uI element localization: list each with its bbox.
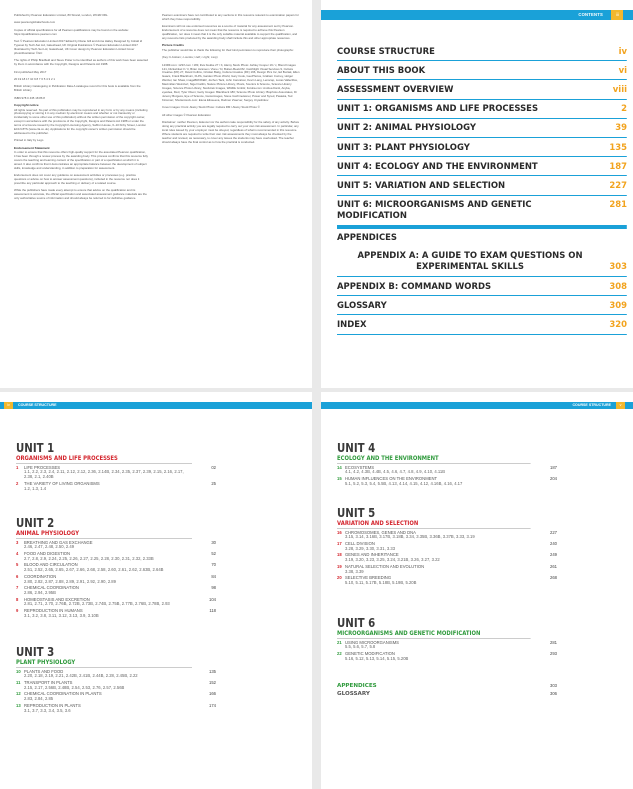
chapter-title: ECOSYSTEMS	[345, 464, 375, 470]
chapter-number: 7	[16, 585, 19, 591]
chapter-page: 30	[211, 539, 216, 545]
unit-heading: UNIT 1	[16, 441, 55, 455]
chapter-number: 3	[16, 539, 19, 545]
unit-subtitle: ECOLOGY AND THE ENVIRONMENT	[337, 455, 531, 464]
copyright-paragraph: The publisher would like to thank the following for their kind permission to reproduce their photographs:	[162, 47, 294, 52]
chapter-spec-refs: 3.1, 3.2, 3.8, 3.11, 3.12, 3.13, 3.9, 3.10B	[24, 612, 99, 618]
back-matter-title: APPENDICES	[337, 683, 377, 689]
copyright-paragraph: Pearson examiners have not contributed to any sections in this resource relevant to examination papers for which they have responsibility.	[162, 13, 299, 21]
chapter-number: 2	[16, 480, 19, 486]
chapter-spec-refs: 3.15, 3.14, 3.16B, 3.17B, 3.18B, 3.34, 3.35B, 3.36B, 3.37B, 3.33, 3.19	[345, 534, 475, 540]
toc-row	[337, 247, 627, 277]
chapter-title: USING MICROORGANISMS	[345, 639, 399, 645]
chapter-spec-refs: 2.81, 2.71, 2.70, 2.76B, 2.72B, 2.73B, 2.74B, 2.75B, 2.77B, 2.76B, 2.78B, 2.93	[24, 601, 170, 607]
copyright-paragraph: 20 19 18 17 10 9 8 7 6 5 4 3 2 1	[14, 76, 55, 81]
chapter-spec-refs: 5.1, 5.2, 5.3, 5.4, 5.5B, 4.13, 4.14, 4.15, 4.12, 4.16B, 4.16, 4.17	[345, 480, 463, 486]
toc-title: ABOUT THIS BOOK	[337, 64, 426, 76]
chapter-page: 02	[211, 464, 216, 470]
chapter-title: GENES AND INHERITANCE	[345, 552, 399, 558]
chapter-page: 174	[209, 702, 216, 708]
toc-title: UNIT 6: MICROORGANISMS AND GENETIC MODIFICATION	[337, 199, 532, 222]
toc-row	[337, 119, 627, 138]
chapter-number: 6	[16, 573, 19, 579]
chapter-spec-refs: 2.20, 2.18, 2.19, 2.21, 2.42B, 2.41B, 2.44B, 2.28, 2.45B, 2.22	[24, 673, 138, 679]
chapter-spec-refs: 3.38, 3.39	[345, 568, 364, 574]
copyright-paragraph: Text © Pearson Education Limited 2017 Edited by Diane Gill and Anna Hatley Designed by Cobalt id Typeset by Tech-Set Ltd, Gateshead, UK Original illustrations © Pearson Education Limited 2017 Illustrated by Tech-Set Ltd, Gateshead, UK Cover design by Pearson Education Limited Cover photo/illustration ©GC	[14, 39, 143, 55]
chapter-title: CHEMICAL COORDINATION	[24, 585, 79, 591]
toc-title: UNIT 3: PLANT PHYSIOLOGY	[337, 141, 470, 153]
copyright-paragraph: In order to ensure that this resource offers high-quality support for the associated Pearson qualification, it has been through a review process by the awarding body. This process confirms that this resource fully covers the teaching and learning content of the specification or part of a specification at which it is aimed. It also confirms that it demonstrates an appropriate balance between the development of subject skills, knowledge and understanding, in addition to preparation for assessment.	[14, 150, 148, 170]
toc-row	[337, 176, 627, 195]
chapter-entry	[16, 681, 216, 691]
chapter-title: FOOD AND DIGESTION	[24, 550, 71, 556]
course-structure-page-number: iv	[4, 402, 13, 409]
chapter-page: 268	[550, 575, 557, 581]
chapter-entry	[337, 553, 557, 563]
chapter-number: 21	[337, 639, 342, 645]
back-matter-page: 306	[550, 691, 557, 696]
copyright-paragraph: ISBN 978 0 435 18 86 8	[14, 95, 45, 100]
chapter-page: 118	[209, 607, 216, 613]
chapter-title: HUMAN INFLUENCES ON THE ENVIRONMENT	[345, 475, 438, 481]
copyright-paragraph: The rights of Philip Bradfield and Steve Potter to be identified as authors of this work have been asserted by them in accordance with the Copyright, Designs and Patents Act 1988.	[14, 58, 149, 67]
chapter-number: 17	[337, 540, 342, 546]
chapter-page: 98	[211, 585, 216, 591]
chapter-number: 10	[16, 668, 21, 674]
chapter-title: THE VARIETY OF LIVING ORGANISMS	[24, 480, 100, 486]
chapter-entry	[16, 552, 216, 562]
toc-row	[337, 196, 627, 226]
chapter-entry	[337, 542, 557, 552]
chapter-title: COORDINATION	[24, 573, 57, 579]
course-structure-page-right	[321, 392, 633, 789]
copyright-paragraph: All other images © Pearson Education	[162, 112, 211, 117]
chapter-number: 19	[337, 563, 342, 569]
chapter-title: PLANTS AND FOOD	[24, 668, 64, 674]
chapter-spec-refs: 4.1, 4.2, 4.3B, 4.4B, 4.5, 4.6, 4.7, 4.8, 4.9, 4.10, 4.11B	[345, 469, 446, 475]
toc-row	[337, 277, 627, 296]
course-structure-band	[0, 402, 312, 409]
toc-page: 308	[609, 280, 628, 292]
chapter-page: 70	[211, 562, 216, 568]
chapter-title: CHROMOSOMES, GENES AND DNA	[345, 529, 416, 535]
chapter-page: 227	[550, 529, 557, 535]
copyright-paragraph: Copies of official specifications for all Pearson qualifications may be found on the website: https://qualifications.pearson.com	[14, 27, 129, 36]
toc-row	[337, 296, 627, 315]
toc-row	[337, 42, 627, 61]
contents-header-band	[321, 10, 633, 20]
unit-subtitle: VARIATION AND SELECTION	[337, 520, 531, 529]
copyright-heading: Picture Credits	[162, 43, 185, 48]
table-of-contents	[337, 42, 627, 335]
toc-page: 2	[621, 103, 628, 115]
chapter-title: GENETIC MODIFICATION	[345, 650, 395, 656]
chapter-entry	[16, 541, 216, 551]
chapter-page: 249	[550, 552, 557, 558]
chapter-page: 166	[209, 691, 216, 697]
toc-page: 39	[615, 122, 628, 134]
copyright-right-column	[162, 14, 300, 148]
chapter-number: 20	[337, 575, 342, 581]
toc-page: 303	[609, 261, 628, 273]
copyright-paragraph: 123RF.com: 123rf.com / 183, lilva brekke 27 / b; Alamy Stock Photo: Ashley Cooper 19 / c, Blend Images 121, blickwinkel 3 / tr, Brian Jannsen / Zone / bl, Buiten-Beeld 82, Catchlight Visual Services 9, Cultura Creative (RF) 27, David Collins, Cristian Baitg, Cultura Creative (RF) 196, Design Pics Inc, Ed Buziak, Ellen Isaacs, Frank Blackburn, FLPA, Garden Photo World, Gary Cook, GeoPhotos, Graham Corney, Holger Weitzel, Ian Shaw, imageBROKER, Jochen Tack, John Cancalosi, Kevin Lang, Lenscap, Lucas Vallecillos, Maximilian Weinzierl, Nigel Cattlin, Nature Picture Library, Pixels, Scenics & Science, Science History Images, Science Photo Library, Stocktrek Images, Wildlife GmbH; Fotolia.com: Andrea Danti, Anyka, eyeidea, Kletr, Tyler Olson; Getty Images: Blackbeck 180; Science Photo Library: Biophoto Associates, Dr Jeremy Burgess, Eye of Science, Gustoimages, Steve Gschmeissner, Power and Syred, Pasieka, Ted Kinsman; Shutterstock.com: Elena Elisseeva, Rudmer Zwerver, Sergey Uryadnikov.	[162, 62, 300, 102]
copyright-paragraph: All rights reserved. No part of this publication may be reproduced in any form or by any means (including photocopying or storing it in any medium by electronic means and whether or not transiently or incidentally to some other use of this publication) without the written permission of the copyright owner, except in accordance with the provisions of the Copyright, Designs and Patents Act 1988 or under the terms of a licence issued by the Copyright Licensing Agency, Saffron House, 6–10 Kirby Street, London EC1N 8TS (www.cla.co.uk). Applications for the copyright owner's written permission should be addressed to the publisher.	[14, 107, 148, 135]
chapter-spec-refs: 5.16, 5.12, 5.13, 5.14, 5.15, 5.20B	[345, 655, 409, 661]
copyright-paragraph: While the publishers have made every attempt to ensure that advice on the qualification and its assessment is accurate, the official specification and associated assessment guidance materials are the only authoritative source of information and should always be referred to for definitive guidance.	[14, 188, 147, 201]
chapter-entry	[16, 670, 216, 680]
copyright-paragraph: Printed in Italy by Lego	[14, 138, 44, 143]
toc-title: APPENDIX A: A GUIDE TO EXAM QUESTIONS ON EXPERIMENTAL SKILLS	[357, 250, 583, 273]
copyright-paragraph: (Key: b-bottom; c-centre; l-left; r-right; t-top)	[162, 55, 218, 60]
chapter-entry	[16, 482, 216, 492]
chapter-title: CHEMICAL COORDINATION IN PLANTS	[24, 691, 102, 697]
unit-block	[16, 442, 216, 493]
toc-row	[337, 226, 627, 247]
chapter-spec-refs: 5.10, 5.11, 5.17B, 5.18B, 5.19B, 5.20B	[345, 580, 417, 586]
chapter-page: 152	[209, 679, 216, 685]
chapter-title: CELL DIVISION	[345, 540, 375, 546]
toc-page: 320	[609, 319, 628, 331]
chapter-entry	[16, 704, 216, 714]
chapter-spec-refs: 3.1, 3.7, 3.3, 3.4, 3.5, 3.6	[24, 707, 71, 713]
toc-page: viii	[612, 83, 628, 95]
chapter-entry	[16, 563, 216, 573]
toc-page: 309	[609, 299, 628, 311]
unit-heading: UNIT 2	[16, 516, 55, 530]
chapter-spec-refs: 2.46, 2.47, 2.48, 2.50, 2.49	[24, 544, 75, 550]
unit-subtitle: MICROORGANISMS AND GENETIC MODIFICATION	[337, 630, 531, 639]
copyright-paragraph: Endorsement does not cover any guidance on assessment activities or processes (e.g. practice questions or advice on how to answer assessment questions), included in the resource nor does it prescribe any particular approach to the teaching or delivery of a related course.	[14, 173, 140, 185]
chapter-spec-refs: 3.19, 3.20, 3.23, 3.25, 3.24, 3.21B, 3.26, 3.27, 3.22	[345, 557, 440, 563]
toc-page: 135	[609, 141, 628, 153]
toc-row	[337, 80, 627, 99]
copyright-paragraph: Disclaimer: neither Pearson, Edexcel nor the authors take responsibility for the safety of any activity. Before doing any practical activity you are legally required to carry out your own risk assessment. In particular, any local rules issued by your employer must be obeyed, regardless of what is recommended in this resource. Where students are required to write their own risk assessments they must always be checked by the teacher and revised, as necessary, to cover any issues the students may have overlooked. The teacher should always have the final control as to how the practical is conducted.	[162, 120, 300, 144]
chapter-page: 240	[550, 540, 557, 546]
chapter-number: 12	[16, 691, 21, 697]
toc-row	[337, 157, 627, 176]
chapter-page: 52	[211, 550, 216, 556]
chapter-title: HOMEOSTASIS AND EXCRETION	[24, 596, 90, 602]
copyright-paragraph: www.pearsonglobalschools.com	[14, 20, 56, 25]
chapter-entry	[16, 586, 216, 596]
chapter-spec-refs: 2.83, 2.84, 2.85	[24, 696, 54, 702]
unit-block	[16, 517, 216, 620]
chapter-page: 281	[550, 639, 557, 645]
unit-heading: UNIT 5	[337, 506, 376, 520]
course-structure-band	[321, 402, 633, 409]
toc-page: 187	[609, 160, 628, 172]
chapter-page: 104	[209, 596, 216, 602]
back-matter-entry	[337, 690, 557, 698]
course-structure-page-number: v	[616, 402, 625, 409]
chapter-number: 22	[337, 650, 342, 656]
chapter-number: 4	[16, 550, 19, 556]
copyright-left-column	[14, 14, 148, 205]
chapter-spec-refs: 3.28, 3.29, 3.30, 3.31, 3.33	[345, 545, 396, 551]
chapter-entry	[337, 641, 557, 651]
chapter-spec-refs: 2.80, 2.82, 2.87, 2.88, 2.89, 2.91, 2.92, 2.90, 2.89	[24, 578, 116, 584]
chapter-page: 187	[550, 464, 557, 470]
chapter-spec-refs: 2.7, 2.8, 2.9, 2.24, 2.25, 2.26, 2.27, 2.25, 2.28, 2.30, 2.31, 2.32, 2.33B	[24, 555, 154, 561]
contents-header-label: CONTENTS	[578, 12, 603, 17]
toc-title: GLOSSARY	[337, 299, 387, 311]
unit-block	[16, 646, 216, 715]
chapter-number: 14	[337, 464, 342, 470]
chapter-entry	[337, 531, 557, 541]
chapter-number: 5	[16, 562, 19, 568]
chapter-entry	[16, 466, 216, 481]
toc-title: INDEX	[337, 319, 367, 331]
unit-block	[337, 442, 557, 488]
copyright-paragraph: First published May 2017	[14, 69, 47, 74]
chapter-title: LIFE PROCESSES	[24, 464, 61, 470]
toc-title: UNIT 4: ECOLOGY AND THE ENVIRONMENT	[337, 160, 538, 172]
chapter-spec-refs: 5.5, 5.6, 5.7, 5.8	[345, 644, 376, 650]
toc-title: APPENDICES	[337, 232, 398, 244]
chapter-title: REPRODUCTION IN PLANTS	[24, 702, 81, 708]
chapter-entry	[16, 598, 216, 608]
chapter-number: 9	[16, 607, 19, 613]
course-structure-page-left	[0, 392, 312, 789]
chapter-page: 25	[211, 480, 216, 486]
copyright-paragraph: Cover images: Front: Alamy Stock Photo: Cultura RM / Alamy Stock Photo ©	[162, 105, 260, 110]
chapter-page: 84	[211, 573, 216, 579]
chapter-page: 293	[550, 650, 557, 656]
back-matter-title: GLOSSARY	[337, 691, 370, 697]
chapter-entry	[337, 565, 557, 575]
toc-page: 227	[609, 179, 628, 191]
course-structure-label: COURSE STRUCTURE	[18, 403, 57, 408]
chapter-page: 204	[550, 475, 557, 481]
toc-title: COURSE STRUCTURE	[337, 45, 435, 57]
copyright-paragraph: British Library Cataloguing in Publication Data A catalogue record for this book is available from the British Library	[14, 84, 141, 93]
chapter-number: 8	[16, 596, 19, 602]
unit-subtitle: ANIMAL PHYSIOLOGY	[16, 530, 192, 539]
back-matter-list	[337, 682, 557, 698]
copyright-page	[0, 0, 312, 388]
copyright-paragraph: Examiners will not use endorsed resources as a source of material for any assessment set by Pearson. Endorsement of a resource does not mean that the resource is required to achieve this Pearson qualification, nor does it mean that it is the only suitable material available to support the qualification, and any resource lists produced by the awarding body shall include this and other appropriate resources.	[162, 24, 298, 41]
back-matter-entry	[337, 682, 557, 690]
chapter-number: 11	[16, 679, 21, 685]
chapter-entry	[16, 609, 216, 619]
chapter-title: REPRODUCTION IN HUMANS	[24, 607, 83, 613]
chapter-spec-refs: 2.15, 2.17, 2.56B, 2.48B, 2.54, 2.53, 2.76, 2.57, 2.56B	[24, 684, 125, 690]
contents-page-number: iii	[616, 12, 619, 17]
toc-row	[337, 61, 627, 80]
toc-title: UNIT 5: VARIATION AND SELECTION	[337, 179, 506, 191]
copyright-paragraph: Published by Pearson Education Limited, 80 Strand, London, WC2R 0RL.	[14, 13, 109, 17]
chapter-title: NATURAL SELECTION AND EVOLUTION	[345, 563, 425, 569]
toc-title: ASSESSMENT OVERVIEW	[337, 83, 454, 95]
chapter-page: 261	[550, 563, 557, 569]
chapter-number: 15	[337, 475, 342, 481]
chapter-spec-refs: 2.86, 2.94, 2.95B	[24, 590, 56, 596]
toc-page: iv	[618, 45, 628, 57]
unit-heading: UNIT 6	[337, 616, 376, 630]
toc-title: APPENDIX B: COMMAND WORDS	[337, 280, 492, 292]
course-structure-label: COURSE STRUCTURE	[572, 403, 611, 408]
contents-page	[321, 0, 633, 388]
chapter-number: 13	[16, 702, 21, 708]
toc-page: vi	[618, 64, 628, 76]
chapter-entry	[337, 466, 557, 476]
chapter-entry	[16, 692, 216, 702]
chapter-page: 135	[209, 668, 216, 674]
toc-title: UNIT 2: ANIMAL PHYSIOLOGY	[337, 122, 476, 134]
chapter-entry	[337, 576, 557, 586]
chapter-title: TRANSPORT IN PLANTS	[24, 679, 73, 685]
chapter-entry	[337, 652, 557, 662]
chapter-number: 16	[337, 529, 342, 535]
back-matter-page: 303	[550, 683, 557, 688]
copyright-heading: Endorsement Statement	[14, 145, 50, 150]
copyright-heading: Copyright notice	[14, 103, 39, 108]
chapter-number: 18	[337, 552, 342, 558]
unit-heading: UNIT 4	[337, 441, 376, 455]
chapter-title: SELECTIVE BREEDING	[345, 575, 392, 581]
toc-row	[337, 138, 627, 157]
unit-subtitle: PLANT PHYSIOLOGY	[16, 659, 192, 668]
chapter-entry	[16, 575, 216, 585]
toc-title: UNIT 1: ORGANISMS AND LIFE PROCESSES	[337, 103, 539, 115]
unit-subtitle: ORGANISMS AND LIFE PROCESSES	[16, 455, 192, 464]
chapter-title: BLOOD AND CIRCULATION	[24, 562, 78, 568]
chapter-spec-refs: 1.2, 1.3, 1.4	[24, 485, 47, 491]
unit-heading: UNIT 3	[16, 645, 55, 659]
chapter-spec-refs: 1.1, 2.2, 2.3, 2.4, 2.11, 2.12, 2.12, 2.36, 2.14B, 2.34, 2.35, 2.37, 2.39, 2.15, 2.16, 2.17, 2.38, 2.1, 2.40B	[24, 469, 184, 480]
toc-row	[337, 100, 627, 119]
chapter-title: BREATHING AND GAS EXCHANGE	[24, 539, 93, 545]
unit-block	[337, 507, 557, 588]
toc-page: 281	[609, 199, 628, 211]
chapter-spec-refs: 2.51, 2.52, 2.65, 2.65, 2.67, 2.66, 2.68, 2.58, 2.60, 2.61, 2.62, 2.63B, 2.64B	[24, 567, 164, 573]
toc-row	[337, 315, 627, 334]
chapter-entry	[337, 477, 557, 487]
unit-block	[337, 617, 557, 663]
chapter-number: 1	[16, 464, 19, 470]
